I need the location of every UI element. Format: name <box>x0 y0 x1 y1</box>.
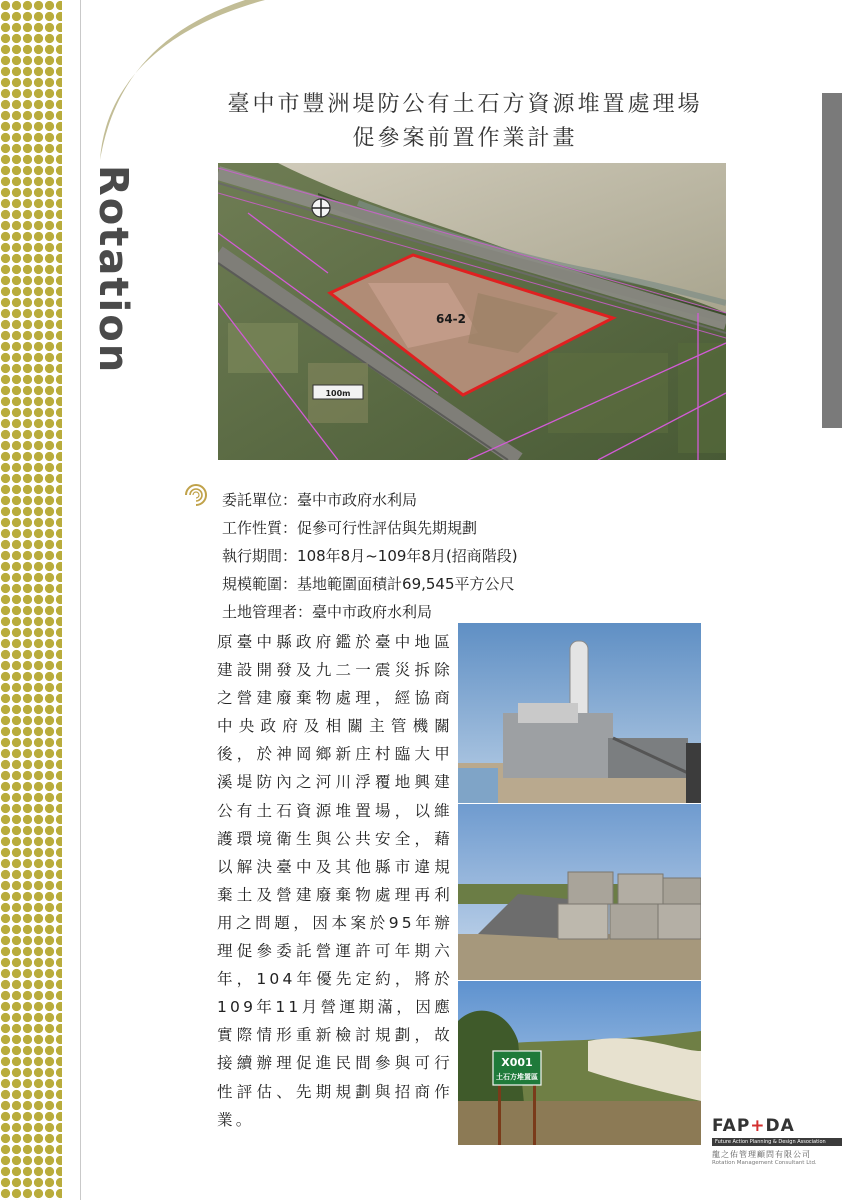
info-separator: ： <box>297 603 313 621</box>
aerial-site-map <box>218 163 726 460</box>
info-key: 委託單位 <box>222 491 283 509</box>
info-row-scale <box>222 570 518 598</box>
info-value: 108年8月~109年8月(招商階段) <box>297 547 518 565</box>
project-info-list <box>222 486 518 626</box>
map-site-label: 64-2 <box>435 312 467 326</box>
logo-left: FAP <box>712 1116 751 1136</box>
title-line-1: 臺中市豐洲堤防公有土石方資源堆置處理場 <box>227 92 703 117</box>
logo-right: DA <box>765 1116 795 1136</box>
map-scale-label: 100m <box>325 389 351 398</box>
info-row-land-manager <box>222 598 518 626</box>
photo-site-sign <box>458 981 701 1145</box>
info-separator: ： <box>282 575 298 593</box>
right-gray-bar <box>822 93 842 428</box>
info-separator: ： <box>282 519 298 537</box>
page-title <box>200 88 730 156</box>
info-row-period <box>222 542 518 570</box>
info-key: 執行期間 <box>222 547 283 565</box>
logo-band: Future Action Planning & Design Association <box>712 1138 842 1146</box>
rotation-vertical-title <box>90 165 136 375</box>
dot-pattern-column <box>0 0 62 1200</box>
rotation-word: Rotation <box>90 165 136 375</box>
info-separator: ： <box>282 547 298 565</box>
logo-plus: + <box>750 1116 766 1136</box>
vertical-divider-line <box>80 0 81 1200</box>
title-line-2: 促參案前置作業計畫 <box>352 126 578 151</box>
info-value: 臺中市政府水利局 <box>312 603 433 621</box>
logo-wordmark <box>712 1116 842 1136</box>
sign-code-text: X001 <box>501 1056 533 1069</box>
info-key: 工作性質 <box>222 519 283 537</box>
info-key: 土地管理者 <box>222 603 298 621</box>
photo-concrete-blocks <box>458 804 701 980</box>
spiral-bullet-icon <box>181 480 211 510</box>
info-row-work-type <box>222 514 518 542</box>
info-key: 規模範圍 <box>222 575 283 593</box>
project-description: 原臺中縣政府鑑於臺中地區建設開發及九二一震災拆除之營建廢棄物處理，經協商中央政府及相關主管機關後，於神岡鄉新庄村臨大甲溪堤防內之河川浮覆地興建公有土石資源堆置場，以維護環境衛生與公共安全，藉以解決臺中及其他縣市違規棄土及營建廢棄物處理再利用之問題，因本案於95年辦理促參委託營運許可年期六年，104年優先定約，將於109年11月營運期滿，因應實際情形重新檢討規劃，故接續辦理促進民間參與可行性評估、先期規劃與招商作業。 <box>217 633 453 1129</box>
sign-area-text: 土石方堆置區 <box>496 1073 538 1081</box>
info-value: 促參可行性評估與先期規劃 <box>297 519 478 537</box>
info-value: 基地範圍面積計69,545平方公尺 <box>297 575 515 593</box>
info-value: 臺中市政府水利局 <box>297 491 418 509</box>
info-row-client <box>222 486 518 514</box>
info-separator: ： <box>282 491 298 509</box>
aerial-map-drawing <box>218 163 726 460</box>
logo-company-en: Rotation Management Consultant Ltd. <box>712 1160 817 1166</box>
logo-company-cn: 龍之佑管理顧問有限公司 <box>712 1150 811 1159</box>
photo-plant-silo <box>458 623 701 803</box>
company-logo <box>712 1116 842 1166</box>
